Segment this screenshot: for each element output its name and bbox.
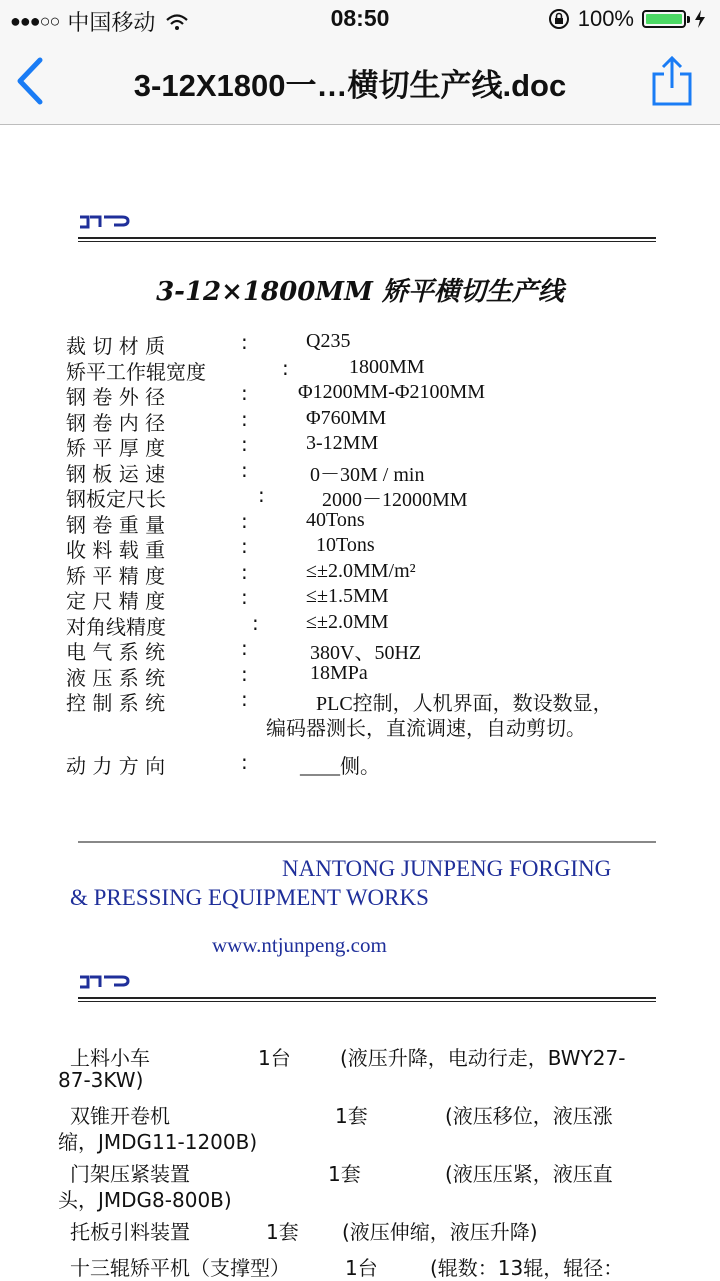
spec-colon: : [241,661,248,686]
back-button[interactable] [10,54,50,108]
control-system-continued: 编码器测长，直流调速，自动剪切。 [266,716,586,740]
spec-colon: : [241,457,248,482]
spec-label: 液 压 系 统 [66,665,166,690]
company-logo-icon [78,213,134,229]
spec-label: 钢 卷 外 径 [66,385,166,409]
equipment-qty: 1套 [266,1220,299,1244]
battery-fill [646,14,682,24]
equipment-name: 上料小车 [70,1046,150,1070]
spec-value: ≤±2.0MM/m² [306,559,416,582]
equipment-desc: (液压升降，电动行走，BWY27- [340,1046,626,1070]
spec-label: 动 力 方 向 [66,754,166,778]
spec-colon: : [241,636,248,660]
share-button[interactable] [648,54,696,108]
spec-value: Q235 [306,330,351,352]
charging-icon [694,10,706,28]
spec-colon: : [258,483,265,507]
equipment-desc: (液压移位，液压涨 [445,1104,613,1128]
equipment-qty: 1台 [345,1256,378,1280]
spec-label: 矫 平 厚 度 [66,436,166,460]
spec-label: 定 尺 精 度 [66,589,166,613]
spec-label: 控 制 系 统 [66,691,166,715]
equipment-desc: (液压伸缩，液压升降) [342,1220,538,1244]
status-bar [0,0,720,40]
equipment-name: 托板引料装置 [70,1220,190,1244]
equipment-name: 十三辊矫平机（支撑型） [70,1256,290,1280]
spec-colon: : [252,610,259,635]
equipment-name: 双锥开卷机 [70,1104,170,1128]
spec-label: 对角线精度 [66,614,166,639]
header-rule [78,237,656,242]
spec-colon: : [282,355,289,380]
spec-colon: : [241,585,248,609]
equipment-desc-continued: 头，JMDG8-800B) [58,1188,232,1212]
spec-colon: : [241,687,248,711]
spec-value: ≤±2.0MM [306,610,389,633]
spec-value: 2000－12000MM [322,489,468,511]
equipment-qty: 1套 [335,1104,368,1128]
document-viewer[interactable] [0,125,720,1280]
spec-value: Φ760MM [306,406,387,429]
company-name-line2: & PRESSING EQUIPMENT WORKS [70,885,429,910]
spec-colon: : [241,381,248,405]
header-rule [78,997,656,1002]
spec-colon: : [241,508,248,533]
spec-value: 3-12MM [306,432,379,454]
equipment-qty: 1套 [328,1162,361,1186]
battery-icon [642,10,686,28]
spec-colon: : [241,330,248,354]
footer-rule [78,841,656,843]
spec-colon: : [241,750,248,774]
spec-label: 矫平工作辊宽度 [66,359,206,384]
spec-value: 40Tons [306,508,365,531]
spec-value: ≤±1.5MM [306,585,389,607]
equipment-name: 门架压紧装置 [70,1162,190,1186]
spec-value: 380V、50HZ [310,642,422,664]
spec-label: 钢 板 运 速 [66,461,166,486]
company-logo-icon [78,973,134,989]
spec-value: Φ1200MM-Φ2100MM [298,381,486,403]
equipment-desc-continued: 87-3KW) [58,1068,144,1092]
status-right [548,6,706,32]
spec-colon: : [241,534,248,558]
spec-value: PLC控制，人机界面，数设数显， [316,693,613,715]
battery-tip [687,16,690,23]
spec-value: 10Tons [316,534,375,556]
spec-label: 钢 卷 重 量 [66,512,166,537]
spec-label: 钢板定尺长 [66,487,166,511]
spec-label: 收 料 载 重 [66,538,166,562]
equipment-desc: (辊数：13辊，辊径： [430,1256,624,1280]
spec-colon: : [241,432,248,456]
spec-label: 矫 平 精 度 [66,563,166,588]
spec-label: 钢 卷 内 径 [66,410,166,435]
spec-title: 3-12×1800MM 矫平横切生产线 [156,277,564,307]
battery-percent: 100% [577,6,634,31]
orientation-lock-icon [548,8,570,30]
spec-value: 1800MM [349,355,425,378]
spec-colon: : [241,406,248,431]
spec-colon: : [241,559,248,584]
company-name-line1: NANTONG JUNPENG FORGING [282,856,612,881]
spec-value: 18MPa [310,661,368,684]
signal-strength-icon: ●●●○○ [10,11,60,31]
equipment-desc-continued: 缩，JMDG11-1200B) [58,1130,258,1154]
spec-label: 电 气 系 统 [66,640,166,664]
equipment-desc: (液压压紧，液压直 [445,1162,613,1186]
spec-value: ____侧。 [300,756,380,778]
equipment-qty: 1台 [258,1046,291,1070]
spec-label: 裁 切 材 质 [66,334,166,358]
navigation-bar [0,40,720,125]
clock: 08:50 [330,5,390,31]
spec-value: 0－30M / min [310,463,425,486]
company-website: www.ntjunpeng.com [212,933,387,957]
document-title: 3-12X1800一…横切生产线.doc [133,68,567,103]
carrier-name: 中国移动 [67,10,156,35]
